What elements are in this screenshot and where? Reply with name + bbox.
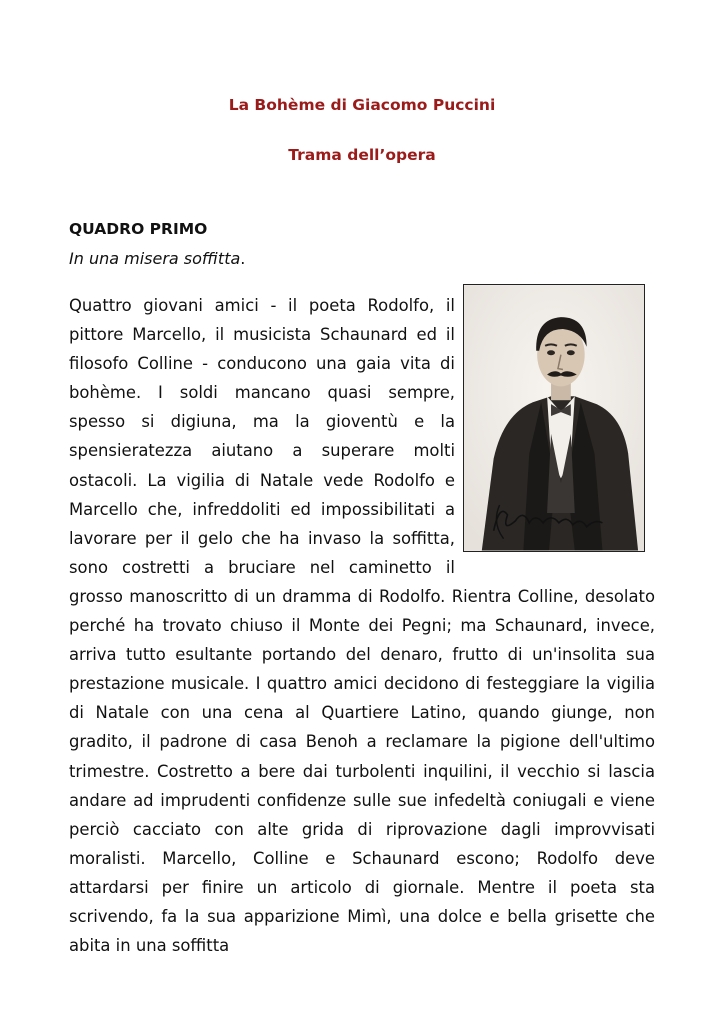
section-setting-punct: . [240,249,246,268]
paragraph-text: Quattro giovani amici - il poeta Rodolfo, il pittore Marcello, il musicista Schaunard ed il filosofo Colline - conducono una gaia vita di bohème. I soldi mancano quasi sempre, spesso si digiuna, ma la gioventù e la spensieratezza aiutano a superare molti ostacoli. La vigilia di Natale vede Rodolfo e Marcello che, infreddoliti ed impossibilitati a lavorare per il gelo che ha invaso la soffitta, sono costretti a bruciare nel caminetto il grosso manoscritto di un dramma di Rodolfo. Rientra Colline, desolato perché ha trovato chiuso il Monte dei Pegni; ma Schaunard, invece, arriva tutto esultante portando del denaro, frutto di un'insolita sua prestazione musicale. I quattro amici decidono di festeggiare la vigilia di Natale con una cena al Quartiere Latino, quando giunge, non gradito, il padrone di casa Benoh a reclamare la pigione dell'ultimo trimestre. Costretto a bere dai turbolenti inquilini, il vecchio si lascia andare ad imprudenti confidenze sulle sue infedeltà coniugali e viene perciò cacciato con alte grida di riprovazione dagli improvvisati moralisti. Marcello, Colline e Schaunard escono; Rodolfo deve attardarsi per finire un articolo di giornale. Mentre il poeta sta scrivendo, fa la sua apparizione Mimì, una dolce e bella grisette che abita in una soffitta [69,296,655,956]
document-subtitle: Trama dell’opera [288,146,436,164]
section-heading: QUADRO PRIMO [69,220,208,238]
section-setting-text: In una misera soffitta [69,249,241,268]
body-paragraph [69,291,655,960]
section-setting [69,249,245,268]
portrait-wrap-space [455,291,655,553]
document-title: La Bohème di Giacomo Puccini [228,96,496,114]
